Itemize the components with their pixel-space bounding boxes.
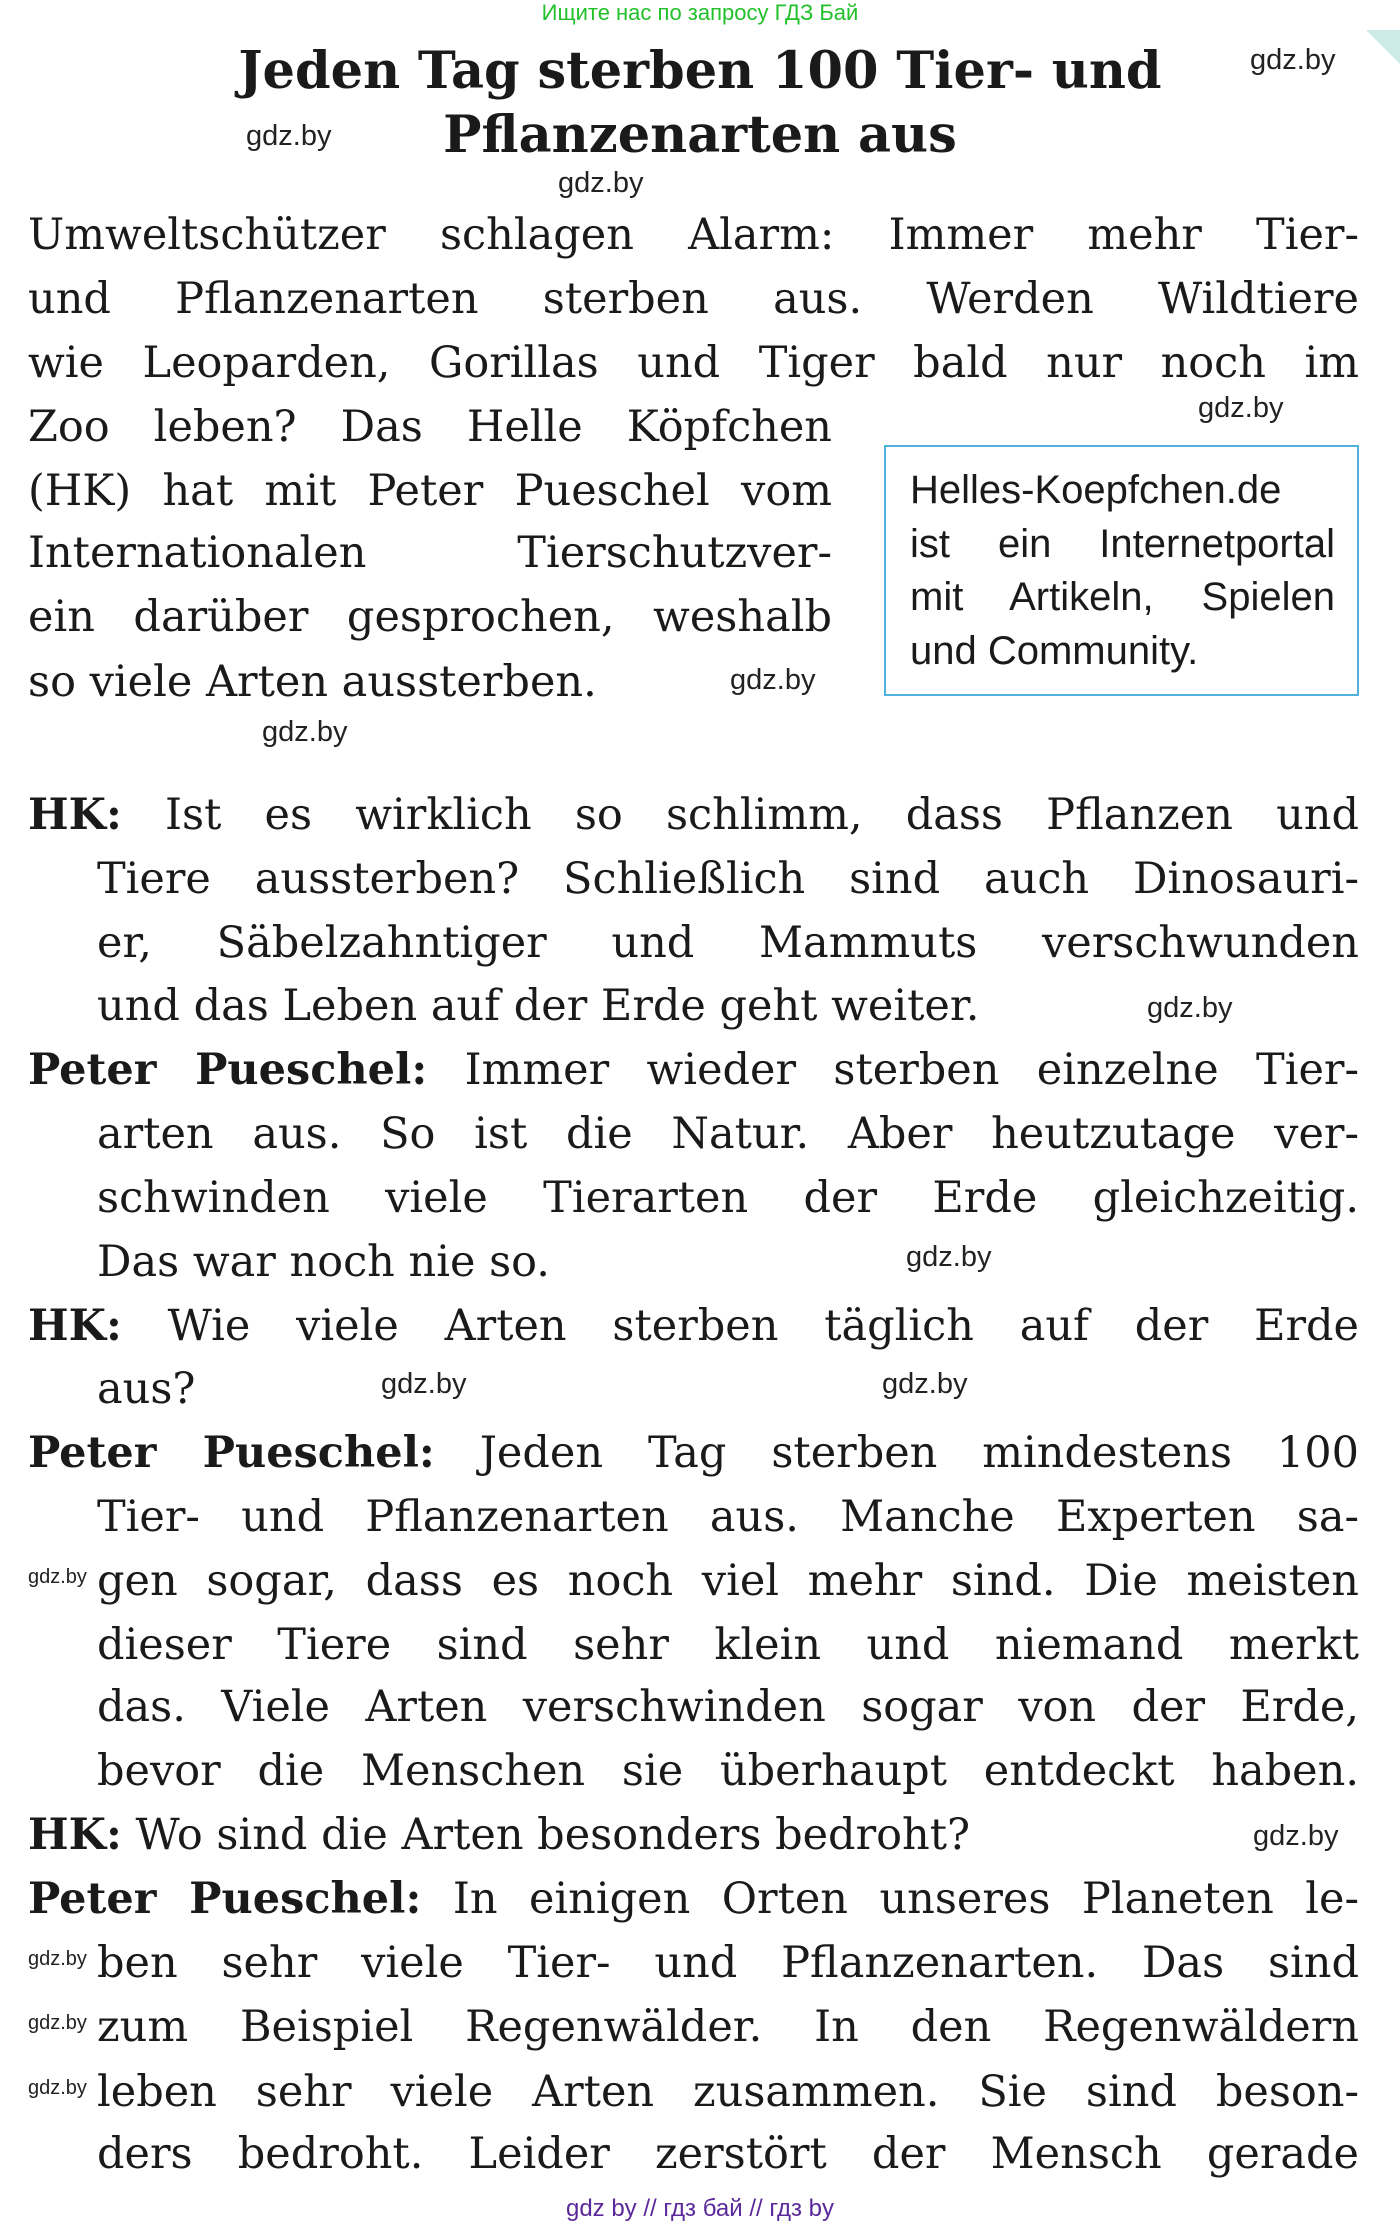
watermark: gdz.by (28, 2077, 87, 2099)
watermark: gdz.by (28, 1948, 87, 1970)
search-hint: Ищите нас по запросу ГДЗ Бай (541, 0, 859, 25)
intro-line: ein darüber gesprochen, weshalb (28, 592, 832, 642)
dialogue-line: dieser Tiere sind sehr klein und niemand merkt (97, 1620, 1359, 1670)
speaker-pp: Peter Pueschel: (28, 1428, 435, 1478)
speaker-hk: HK: (28, 1810, 122, 1860)
dialogue-line: leben sehr viele Arten zusammen. Sie sind beson- (97, 2067, 1359, 2117)
intro-line: so viele Arten aussterben. (28, 657, 597, 707)
intro-line: Umweltschützer schlagen Alarm: Immer mehr Tier- (28, 210, 1359, 260)
dialogue-text: Wie viele Arten sterben täglich auf der Erde (121, 1301, 1359, 1351)
article-title-line-2: Pflanzenarten aus (443, 105, 957, 165)
dialogue-line: Tier- und Pflanzenarten aus. Manche Experten sa- (97, 1492, 1359, 1542)
watermark: gdz.by (1147, 992, 1233, 1024)
watermark: gdz.by (262, 716, 348, 748)
watermark: gdz.by (28, 1566, 87, 1588)
dialogue-text: In einigen Orten unseres Planeten le- (421, 1874, 1359, 1924)
dialogue-line: er, Säbelzahntiger und Mammuts verschwunden (97, 918, 1359, 968)
dialogue-text: Wo sind die Arten besonders bedroht? (121, 1810, 971, 1860)
dialogue-line: schwinden viele Tierarten der Erde gleichzeitig. (97, 1173, 1359, 1223)
intro-line: (HK) hat mit Peter Pueschel vom (28, 466, 832, 516)
watermark: gdz.by (28, 2012, 87, 2034)
dialogue-line: arten aus. So ist die Natur. Aber heutzutage ver- (97, 1109, 1359, 1159)
info-box (884, 445, 1359, 696)
info-box-line: ist ein Internetportal (910, 522, 1335, 566)
dialogue-line: Tiere aussterben? Schließlich sind auch Dinosauri- (97, 854, 1359, 904)
dialogue-line (28, 783, 1359, 847)
watermark: gdz.by (246, 120, 332, 152)
footer-links: gdz by // гдз бай // гдз by (565, 2195, 835, 2222)
watermark: gdz.by (558, 167, 644, 199)
speaker-hk: HK: (28, 790, 122, 840)
article-title-line-1: Jeden Tag sterben 100 Tier- und (238, 41, 1162, 101)
info-box-line: und Community. (910, 629, 1199, 673)
intro-line: Zoo leben? Das Helle Köpfchen (28, 402, 832, 452)
dialogue-line: zum Beispiel Regenwälder. In den Regenwäldern (97, 2002, 1359, 2052)
dialogue-text: Ist es wirklich so schlimm, dass Pflanzen und (121, 790, 1359, 840)
speaker-pp: Peter Pueschel: (28, 1045, 428, 1095)
dialogue-line: das. Viele Arten verschwinden sogar von der Erde, (97, 1682, 1359, 1732)
intro-line: Internationalen Tierschutzver- (28, 528, 832, 578)
dialogue-line: bevor die Menschen sie überhaupt entdeckt haben. (97, 1746, 1359, 1796)
dialogue-line: ben sehr viele Tier- und Pflanzenarten. Das sind (97, 1938, 1359, 1988)
speaker-pp: Peter Pueschel: (28, 1874, 422, 1924)
watermark: gdz.by (1198, 392, 1284, 424)
dialogue-line: gen sogar, dass es noch viel mehr sind. Die meisten (97, 1556, 1359, 1606)
dialogue-text: Immer wieder sterben einzelne Tier- (427, 1045, 1359, 1095)
watermark: gdz.by (1253, 1820, 1339, 1852)
watermark: gdz.by (906, 1241, 992, 1273)
dialogue-line (28, 1867, 1359, 1931)
dialogue-line: Das war noch nie so. (97, 1237, 550, 1287)
speaker-hk: HK: (28, 1301, 122, 1351)
dialogue-line: aus? (97, 1364, 196, 1414)
watermark: gdz.by (882, 1368, 968, 1400)
dialogue-line: und das Leben auf der Erde geht weiter. (97, 981, 980, 1031)
watermark: gdz.by (1250, 44, 1336, 76)
info-box-line: mit Artikeln, Spielen (910, 575, 1335, 619)
dialogue-line: ders bedroht. Leider zerstört der Mensch gerade (97, 2129, 1359, 2179)
dialogue-line (28, 1421, 1359, 1485)
watermark: gdz.by (730, 664, 816, 696)
watermark: gdz.by (381, 1368, 467, 1400)
dialogue-text: Jeden Tag sterben mindestens 100 (434, 1428, 1359, 1478)
dialogue-line (28, 1038, 1359, 1102)
info-box-line: Helles-Koepfchen.de (910, 468, 1282, 512)
intro-line: wie Leoparden, Gorillas und Tiger bald nur noch im (28, 338, 1359, 388)
intro-line: und Pflanzenarten sterben aus. Werden Wildtiere (28, 274, 1359, 324)
dialogue-line (28, 1803, 1359, 1867)
dialogue-line (28, 1294, 1359, 1358)
